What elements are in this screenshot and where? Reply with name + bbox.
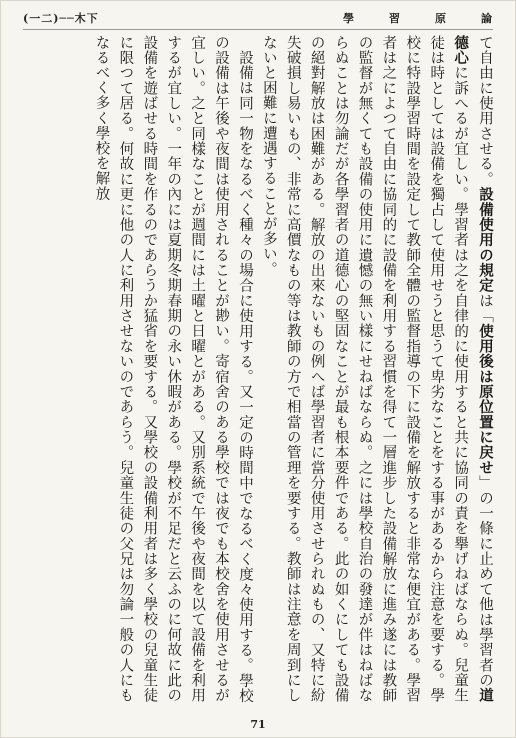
emphasized-text: 使用後は原位置に戻せ (477, 323, 494, 476)
paragraph (89, 35, 256, 703)
paragraph (256, 35, 497, 703)
page-number: 71 (250, 718, 266, 731)
header-rule (23, 29, 493, 30)
emphasized-text: 道德心 (452, 35, 494, 703)
emphasized-text: 設備使用の規定 (477, 186, 494, 294)
book-title (343, 10, 493, 26)
body-text (31, 35, 497, 703)
text-run: て自由に使用させる。 (477, 35, 493, 187)
book-title-char: 學 (343, 12, 355, 25)
text-run: 」の一條に止めて他は學習者の (477, 475, 493, 688)
text-run: は「 (477, 293, 493, 324)
chapter-heading: (一二)──木下 (23, 12, 99, 25)
book-title-char: 論 (481, 12, 493, 25)
book-title-char: 習 (389, 12, 401, 25)
book-title-char: 原 (435, 12, 447, 25)
text-run: 設備は同一物をなるべく種々の場合に使用する。又一定の時間中でなるべく度々使用する。學校の設備は午後や夜間は使用されることが尠い。寄宿舍のある學校では夜でも本校舍を使用させるが宜しい。之と同樣なことが週間には土曜と日曜とがある。又別系統で午後や夜間を以て設備を利用するが宜しい。一年の內には夏期冬期春期の永い休暇がある。學校が不足だと云ふのに何故に此の設備を遊ばせる時間を作るのであらうか猛省を要する。又學校の設備利用者は多く學校の兒童生徒に限つて居る。何故に更に他の人に利用させないのであらう。兒童生徒の父兄は勿論一般の人にもなるべく多く學校を解放 (93, 35, 253, 703)
running-head (23, 9, 493, 27)
text-run: に訴へるが宜しい。學習者は之を自律的に使用すると共に協同の責を擧げねばならぬ。兒童生徒は時としては設備を獨占して使用せうと思うて卑劣なことをする事があるから注意を要する。學校に特設學習時間を設定して教師全體の監督指導の下に設備を解放すると非常な便宜がある。學習者は之によつて自由に協同的に設備を利用する習慣を得て一層進步した設備解放に進み遂には教師の監督が無くても設備の使用に遺憾の無い樣にせねばならぬ。之には學校自治の發達が伴はねばならぬことは勿論だが各學習者の道德心の堅固なことが最も根本要件である。此の如くにしても設備の絕對解放は困難がある。解放の出來ないもの例へば學習者に當分使用させられぬもの、又特に紛失破損し易いもの、非常に高價なもの等は教師の方で相當の管理を要する。教師は注意を周到にしないと困難に遭遇することが多い。 (260, 35, 469, 703)
